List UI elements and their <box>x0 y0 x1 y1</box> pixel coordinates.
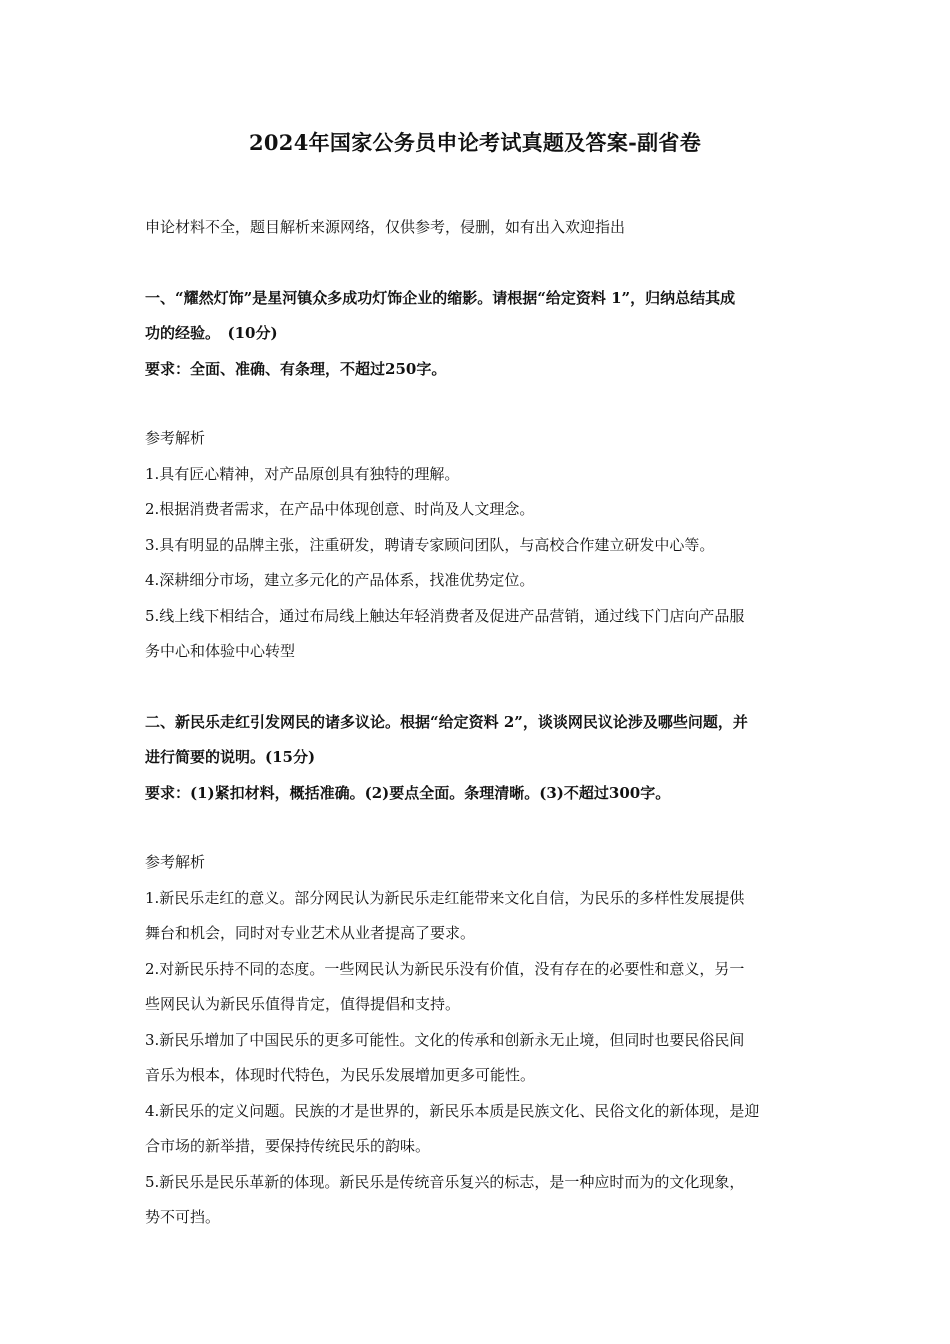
question-2-requirement: 要求：(1)紧扣材料，概括准确。(2)要点全面。条理清晰。(3)不超过300字。 <box>145 783 671 802</box>
question-2-text-cont: 进行简要的说明。(15分) <box>145 748 316 766</box>
answer-line: 5.线上线下相结合，通过布局线上触达年轻消费者及促进产品营销，通过线下门店向产品服 <box>145 606 745 625</box>
answer-line: 务中心和体验中心转型 <box>145 642 296 660</box>
answer-line: 些网民认为新民乐值得肯定，值得提倡和支持。 <box>145 995 461 1013</box>
answer-line: 势不可挡。 <box>145 1208 221 1226</box>
question-1-requirement: 要求：全面、准确、有条理，不超过250字。 <box>145 359 447 378</box>
question-2-text: 二、新民乐走红引发网民的诸多议论。根据“给定资料 2”，谈谈网民议论涉及哪些问题，并 <box>145 712 748 731</box>
question-2-analysis-heading: 参考解析 <box>145 853 206 871</box>
answer-line: 2.根据消费者需求，在产品中体现创意、时尚及人文理念。 <box>145 500 535 518</box>
answer-line: 音乐为根本，体现时代特色，为民乐发展增加更多可能性。 <box>145 1066 536 1084</box>
question-1-analysis-heading: 参考解析 <box>145 429 206 447</box>
question-1-text-cont: 功的经验。 (10分) <box>145 324 278 342</box>
answer-line: 1.新民乐走红的意义。部分网民认为新民乐走红能带来文化自信，为民乐的多样性发展提供 <box>145 888 745 907</box>
document-body <box>145 210 813 1236</box>
answer-line: 2.对新民乐持不同的态度。一些网民认为新民乐没有价值，没有存在的必要性和意义，另一 <box>145 959 745 978</box>
answer-line: 4.新民乐的定义问题。民族的才是世界的，新民乐本质是民族文化、民俗文化的新体现，是迎 <box>145 1101 760 1120</box>
document-title: 2024年国家公务员申论考试真题及答案-副省卷 <box>248 130 702 155</box>
question-1-text: 一、“耀然灯饰”是星河镇众多成功灯饰企业的缩影。请根据“给定资料 1”，归纳总结其成 <box>145 288 736 307</box>
answer-line: 4.深耕细分市场，建立多元化的产品体系，找准优势定位。 <box>145 571 535 589</box>
answer-line: 5.新民乐是民乐革新的体现。新民乐是传统音乐复兴的标志，是一种应时而为的文化现象， <box>145 1172 745 1191</box>
answer-line: 3.具有明显的品牌主张，注重研发，聘请专家顾问团队，与高校合作建立研发中心等。 <box>145 535 715 554</box>
disclaimer-note: 申论材料不全，题目解析来源网络，仅供参考，侵删，如有出入欢迎指出 <box>145 218 626 236</box>
answer-line: 舞台和机会，同时对专业艺术从业者提高了要求。 <box>145 924 476 942</box>
answer-line: 1.具有匠心精神，对产品原创具有独特的理解。 <box>145 464 460 483</box>
answer-line: 合市场的新举措，要保持传统民乐的韵味。 <box>145 1137 431 1155</box>
answer-line: 3.新民乐增加了中国民乐的更多可能性。文化的传承和创新永无止境，但同时也要民俗民间 <box>145 1030 745 1049</box>
